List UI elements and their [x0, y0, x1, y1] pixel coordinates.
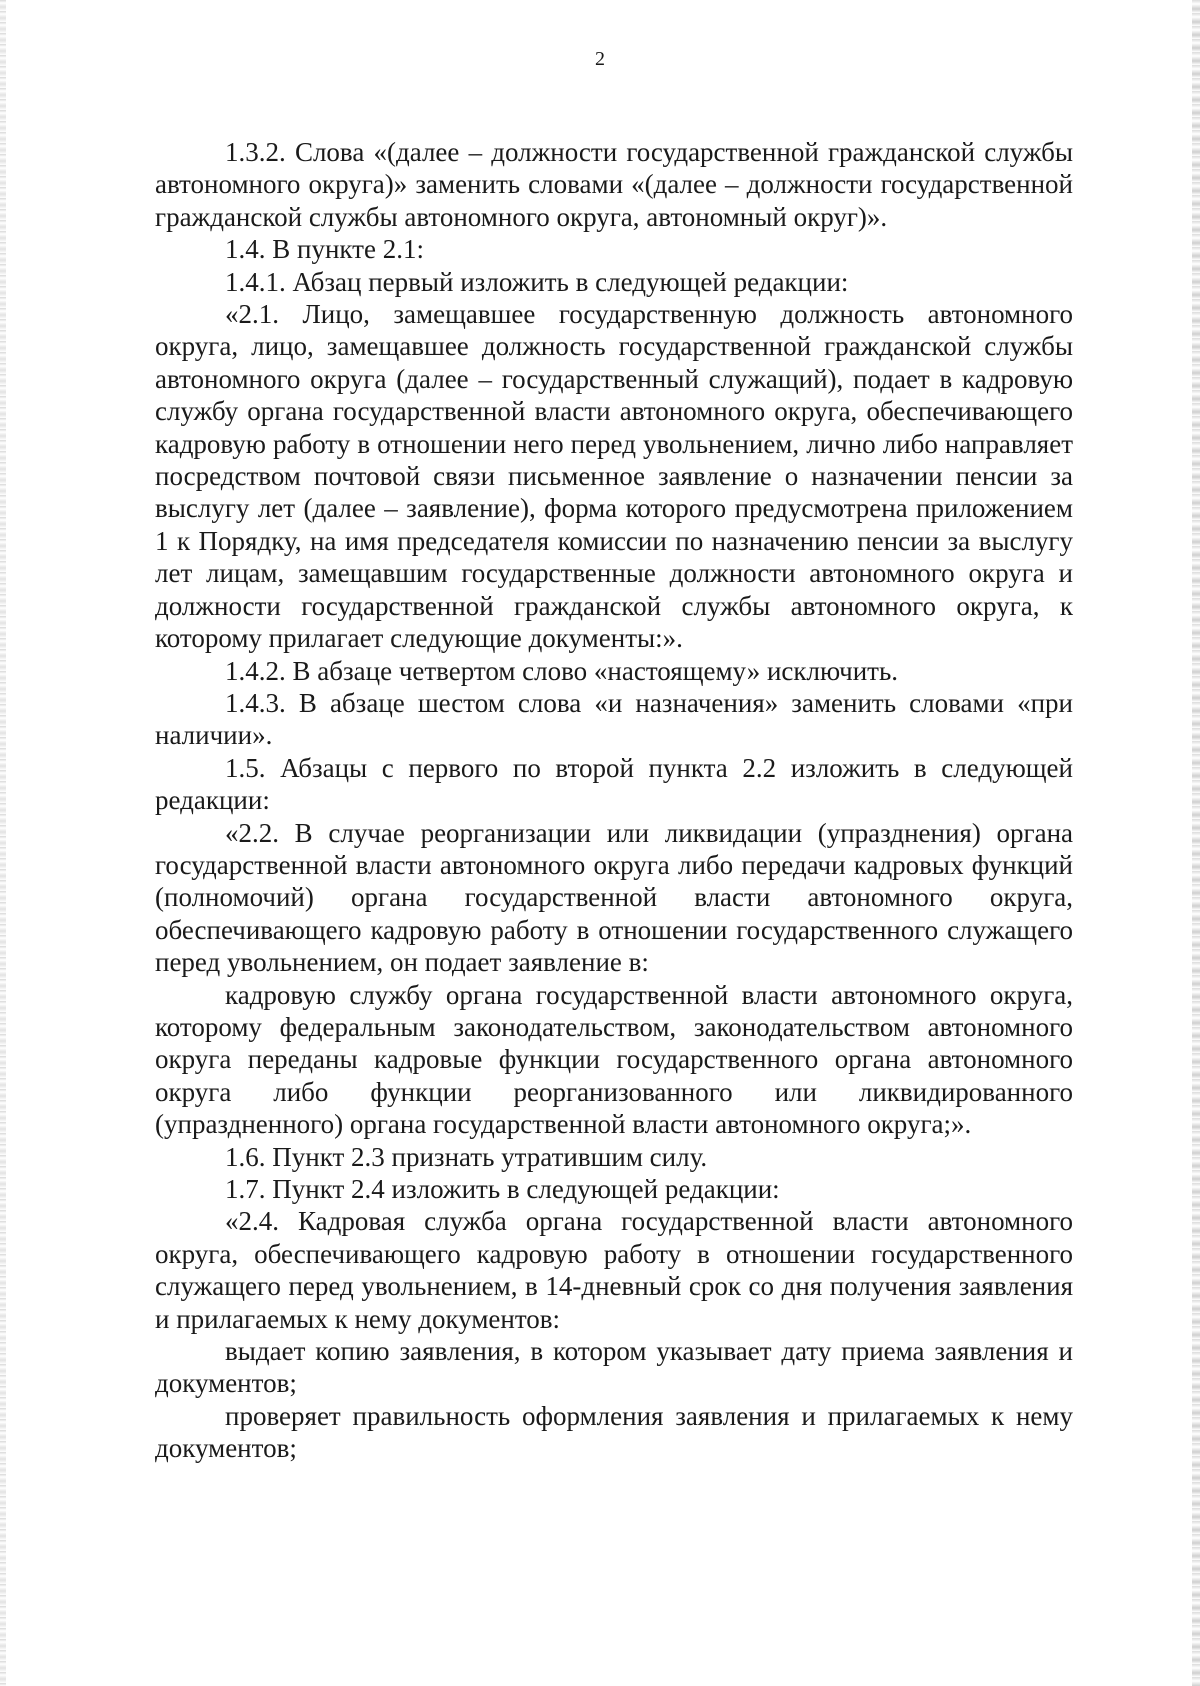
document-body	[155, 136, 1073, 1465]
paragraph-quote-2-4: «2.4. Кадровая служба органа государственной власти автономного округа, обеспечивающего кадровую работу в отношении государственного служащего перед увольнением, в 14-дневный срок со дня получения заявления и прилагаемых к нему документов:	[155, 1206, 1073, 1334]
paragraph-quote-2-1: «2.1. Лицо, замещавшее государственную должность автономного округа, лицо, замещавшее должность государственной гражданской службы автономного округа (далее – государственный служащий), подает в кадровую службу органа государственной власти автономного округа, обеспечивающего кадровую работу в отношении него перед увольнением, лично либо направляет посредством почтовой связи письменное заявление о назначении пенсии за выслугу лет (далее – заявление), форма которого предусмотрена приложением 1 к Порядку, на имя председателя комиссии по назначению пенсии за выслугу лет лицам, замещавшим государственные должности автономного округа и должности государственной гражданской службы автономного округа, к которому прилагает следующие документы:».	[155, 299, 1073, 654]
paragraph-1-4: 1.4. В пункте 2.1:	[225, 234, 424, 265]
paragraph-checks-documents: проверяет правильность оформления заявления и прилагаемых к нему документов;	[155, 1400, 1073, 1464]
paragraph-quote-2-2: «2.2. В случае реорганизации или ликвидации (упразднения) органа государственной власти автономного округа либо передачи кадровых функций (полномочий) органа государственной власти автономного округа, обеспечивающего кадровую работу в отношении государственного служащего перед увольнением, он подает заявление в:	[155, 817, 1073, 978]
paragraph-issues-copy: выдает копию заявления, в котором указывает дату приема заявления и документов;	[155, 1336, 1073, 1399]
paragraph-hr-service: кадровую службу органа государственной власти автономного округа, которому федеральным законодательством, законодательством автономного округа переданы кадровые функции государственного органа автономного округа либо функции реорганизованного или ликвидированного (упраздненного) органа государственной власти автономного округа;».	[155, 979, 1073, 1140]
paragraph-1-4-3: 1.4.3. В абзаце шестом слова «и назначения» заменить словами «при наличии».	[155, 687, 1073, 751]
paragraph-1-5: 1.5. Абзацы с первого по второй пункта 2.2 изложить в следующей редакции:	[155, 752, 1073, 816]
paragraph-1-7: 1.7. Пункт 2.4 изложить в следующей редакции:	[225, 1174, 780, 1204]
scan-edge-right	[1192, 0, 1200, 1686]
paragraph-1-3-2: 1.3.2. Слова «(далее – должности государственной гражданской службы автономного округа)» заменить словами «(далее – должности государственной гражданской службы автономного округа, автономный округ)».	[155, 137, 1073, 232]
paragraph-1-4-2: 1.4.2. В абзаце четвертом слово «настоящему» исключить.	[225, 655, 899, 686]
page-number: 2	[595, 48, 605, 70]
paragraph-1-4-1: 1.4.1. Абзац первый изложить в следующей редакции:	[225, 266, 849, 297]
paragraph-1-6: 1.6. Пункт 2.3 признать утратившим силу.	[225, 1141, 708, 1172]
scan-edge-left	[0, 0, 6, 1686]
